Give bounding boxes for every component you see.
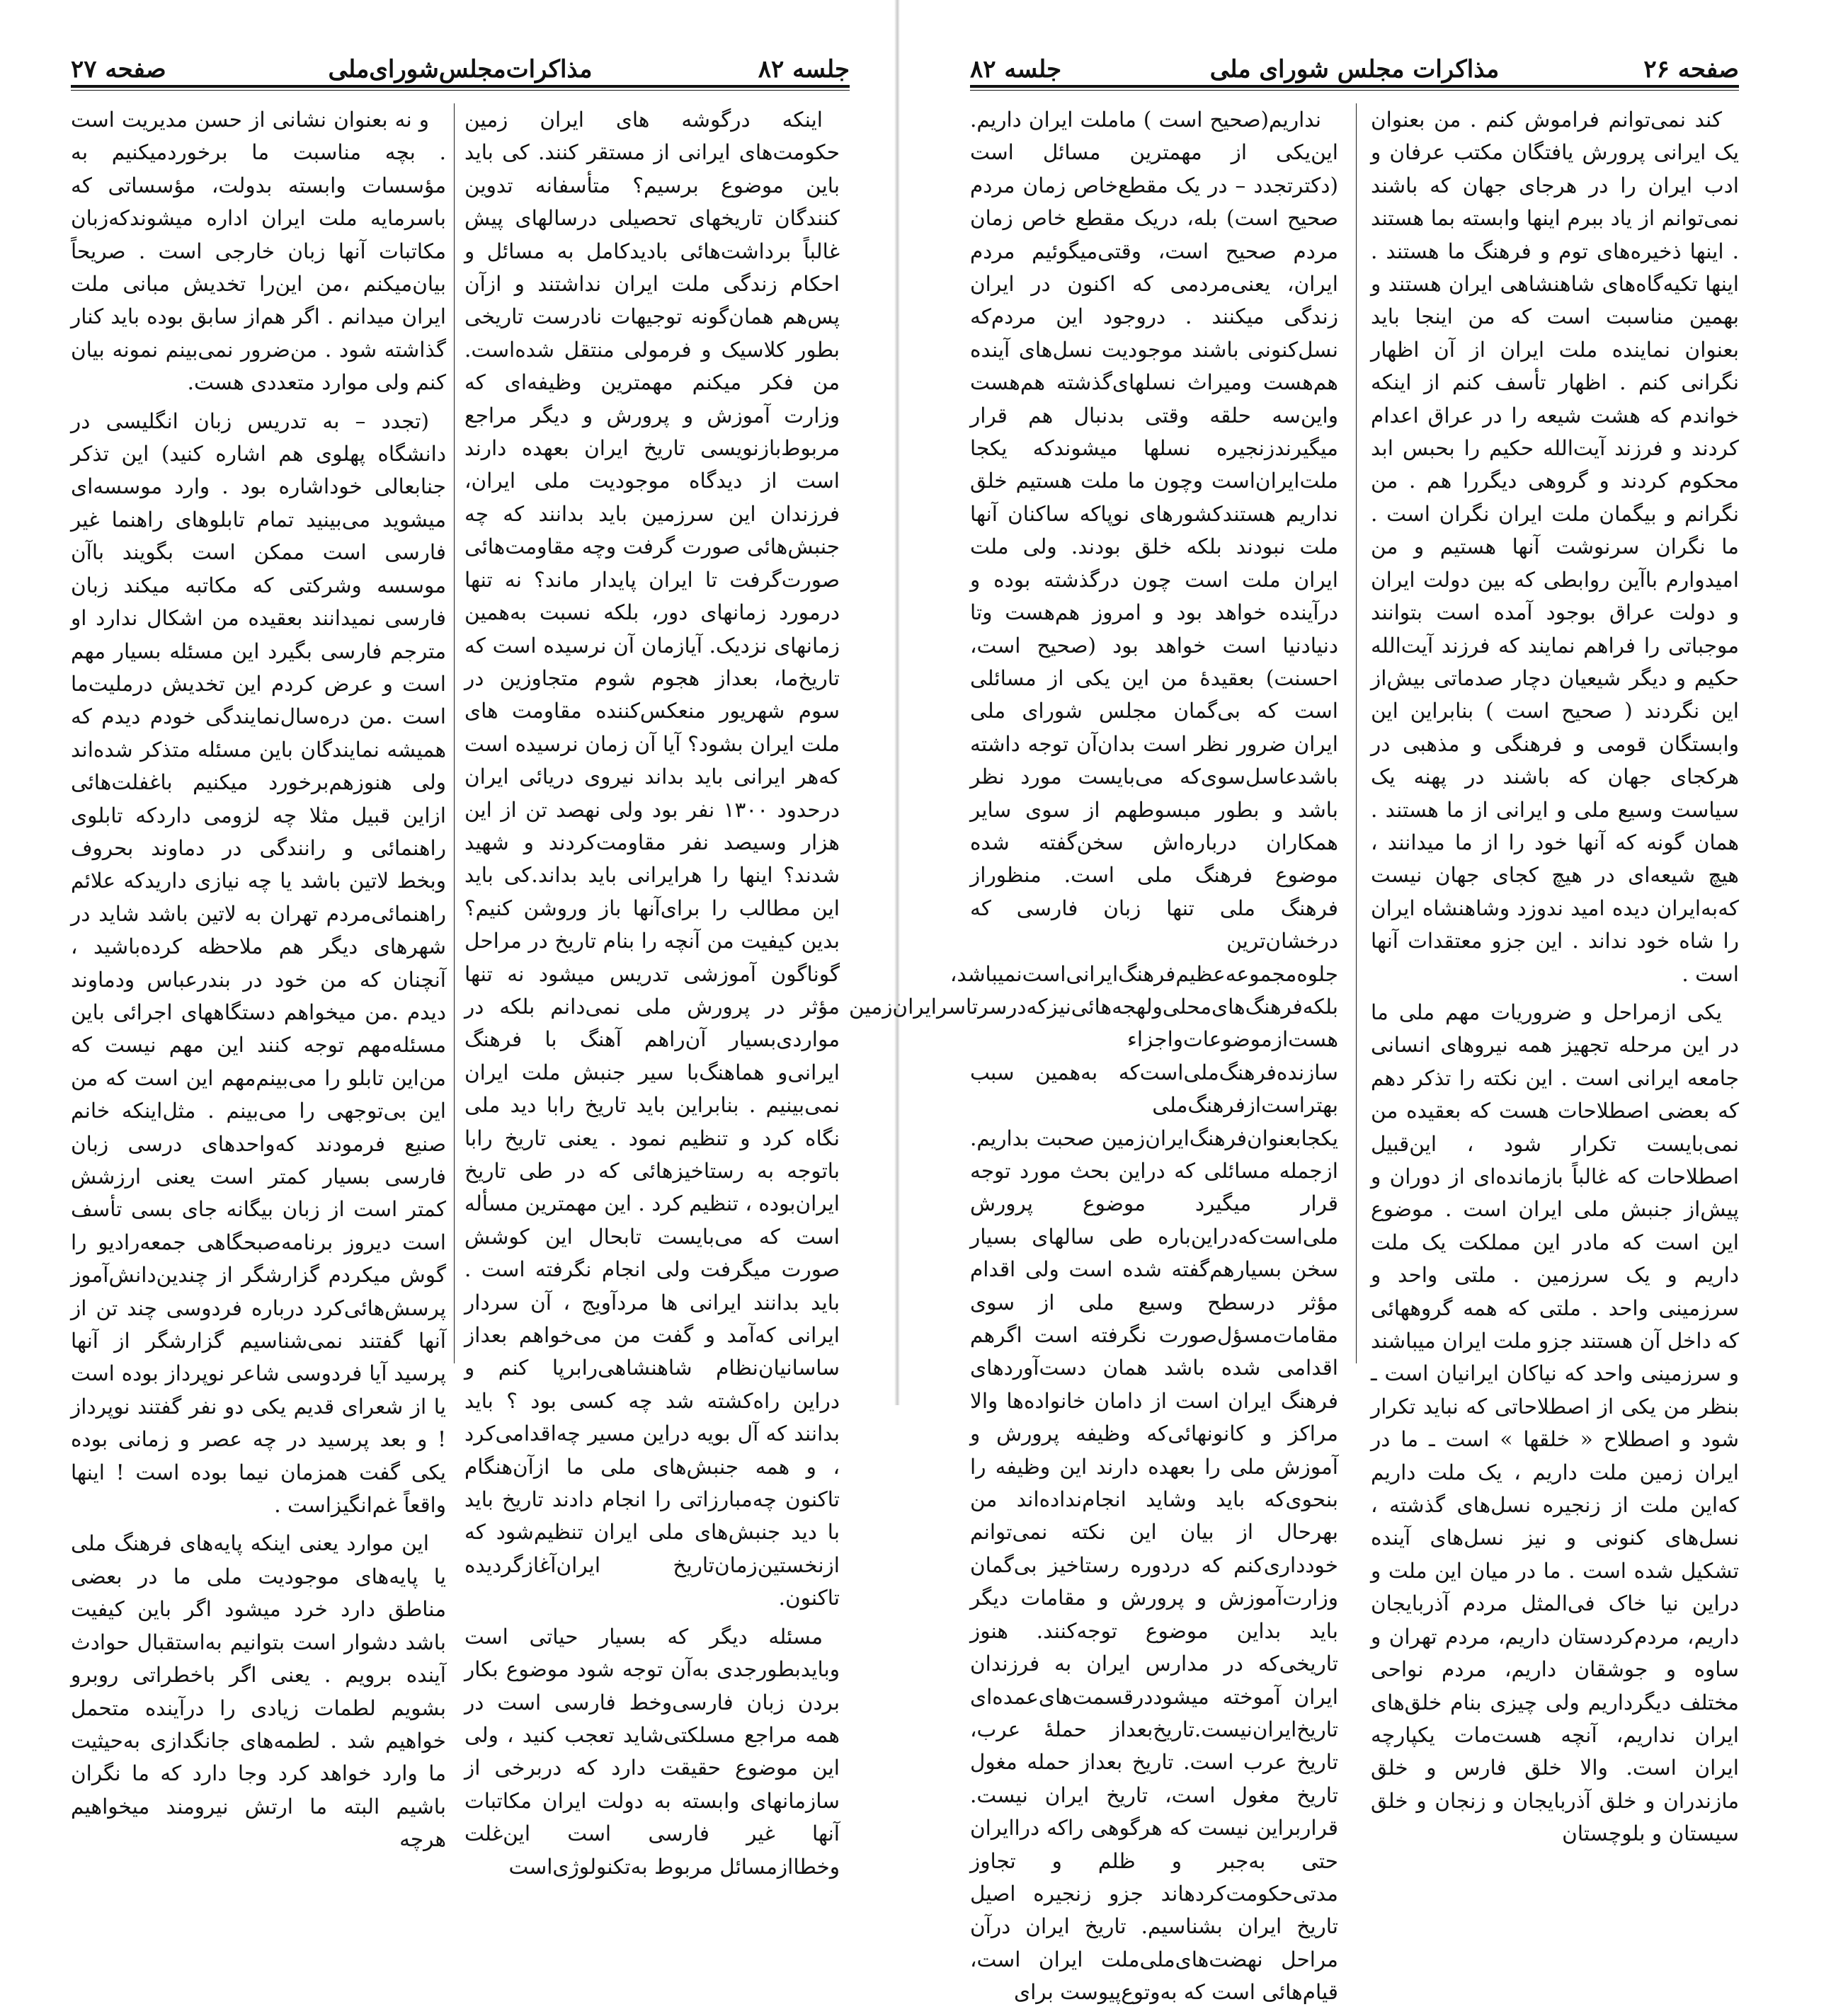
paragraph: یکی ازمراحل و ضروریات مهم ملی ما در این مرحله تجهیز همه نیروهای انسانی جامعه ایرانی است . این نکته را تذکر دهم که بعضی اصطلاحات هست که بعقیده من نمی‌بایست تکرار شود ، این‌قبیل اصطلاحات که غالباً بازمانده‌ای از دوران و پیش‌از جنبش ملی ایران است . موضوع این است که مادر این مملکت یک ملت داریم و یک سرزمین . ملتی واحد و سرزمینی واحد . ملتی که همه گروههائی که داخل آن هستند جزو ملت ایران میباشند و سرزمینی واحد که نیاکان ایرانیان است ـ بنظر من یکی از اصطلاحاتی که نباید تکرار شود و اصطلاح « خلقها » است ـ ما در ایران زمین ملت داریم ، یک ملت داریم که‌این ملت از زنجیره نسل‌های گذشته ، نسل‌های کنونی و نیز نسل‌های آینده تشکیل شده است . ما در میان این ملت و دراین نیا خاک فی‌المثل مردم آذربایجان داریم، مردم‌کردستان داریم، مردم تهران و ساوه و جوشقان داریم، مردم نواحی مختلف دیگرداریم ولی چیزی بنام خلق‌های ایران نداریم، آنچه هست‌مات یکپارچه ایران است. والا خلق فارس و خلق مازندران و خلق آذربایجان و زنجان و خلق سیستان و بلوچستان (1371, 1000, 1739, 1846)
page-number: صفحه ۲۷ (71, 55, 166, 84)
publication-title: مذاکرات مجلس شورای ملی (1209, 55, 1500, 84)
text-column-right (1371, 103, 1739, 1846)
paragraph: و نه بعنوان نشانی از حسن مدیریت است . بچه مناسبت ما برخوردمیکنیم به مؤسسات وابسته بدولت، مؤسساتی که باسرمایه ملت ایران اداره میشوندکه‌زبان مکاتبات آنها زبان خارجی است . صریحاً بیان‌میکنم ،من این‌را تخدیش مبانی ملت ایران میدانم . اگر هم‌از سابق بوده باید کنار گذاشته شود . من‌ضرور نمی‌بینم نمونه بیان کنم ولی موارد متعددی هست. (71, 108, 446, 395)
page-27 (71, 0, 949, 1879)
paragraph: کند نمی‌توانم فراموش کنم . من بعنوان یک ایرانی پرورش یافتگان مکتب عرفان و ادب ایران را در هرجای جهان که باشند نمی‌توانم از یاد ببرم اینها وابسته بما هستند . اینها ذخیره‌های توم و فرهنگ ما هستند . اینها تکیه‌گاه‌های شاهنشاهی ایران هستند و بهمین مناسبت است که من اینجا باید بعنوان نماینده ملت ایران از آن اظهار نگرانی کنم . اظهار تأسف کنم از اینکه خواندم که هشت شیعه را در عراق اعدام کردند و فرزند آیت‌الله حکیم را بحبس ابد محکوم کردند و گروهی دیگررا هم . من نگرانم و بیگمان ملت ایران نگران است . ما نگران سرنوشت آنها هستیم و من امیدوارم باآین روابطی که بین دولت ایران و دولت عراق بوجود آمده است بتوانند موجباتی را فراهم نمایند که فرزند آیت‌الله حکیم و دیگر شیعیان دچار صدماتی بیش‌از این نگردند ( صحیح است ) بنابراین این وابستگان قومی و فرهنگی و مذهبی در هرکجای جهان که باشند در پهنه یک سیاست وسیع ملی و ایرانی از ما هستند . همان گونه که آنها خود را از ما میدانند ، هیچ شیعه‌ای در هیچ کجای جهان نیست که‌به‌ایران دیده امید ندوزد وشاهنشاه ایران را شاه خود نداند . این جزو معتقدات آنها است . (1371, 108, 1739, 986)
text-column-left (849, 103, 1338, 2005)
header-rule (71, 85, 850, 91)
publication-title: مذاکرات‌مجلس‌شورای‌ملی (328, 55, 593, 84)
session-number: جلسه ۸۲ (758, 55, 850, 84)
page-number: صفحه ۲۶ (1643, 55, 1739, 84)
column-divider (1356, 103, 1357, 1363)
paragraph: اینکه درگوشه های ایران زمین حکومت‌های ایرانی از مستقر کنند. کی باید باین موضوع برسیم؟ متأسفانه تدوین کنندگان تاریخهای تحصیلی درسالهای پیش غالباً برداشت‌هائی بادیدکامل به مسائل و احکام زندگی ملت ایران نداشتند و ازآن پس‌هم همان‌گونه توجیهات نادرست تاریخی بطور کلاسیک و فرمولی منتقل شده‌است. من فکر میکنم مهمترین وظیفه‌ای که وزارت آموزش و پرورش و دیگر مراجع مربوط‌بازنویسی تاریخ ایران بعهده دارند است از دیدگاه موجودیت ملی ایران، فرزندان این سرزمین باید بدانند که چه جنبش‌هائی صورت گرفت وچه مقاومت‌هائی صورت‌گرفت تا ایران پایدار ماند؟ نه تنها درمورد زمانهای دور، بلکه نسبت به‌همین زمانهای نزدیک. آیازمان آن نرسیده است که تاریخ‌ما، بعداز هجوم شوم متجاوزین در سوم شهریور منعکس‌کننده مقاومت های ملت ایران بشود؟ آیا آن زمان نرسیده است که‌هر ایرانی باید بداند نیروی دریائی ایران درحدود ۱۳۰۰ نفر بود ولی نهصد تن از این هزار وسیصد نفر مقاومت‌کردند و شهید شدند؟ اینها را هرایرانی باید بداند.کی باید این مطالب را برای‌آنها باز وروشن کنیم؟ بدین کیفیت من آنچه را بنام تاریخ در مراحل گوناگون آموزشی تدریس میشود نه تنها مؤثر در پرورش ملی نمی‌دانم بلکه در مواردی‌بسیار آن‌راهم آهنگ با فرهنگ ایرانی‌و هماهنگ‌با سیر جنبش ملت ایران نمی‌بینیم . بنابراین باید تاریخ رابا دید ملی نگاه کرد و تنظیم نمود . یعنی تاریخ رابا باتوجه به رستاخیزهائی که در طی تاریخ ایران‌بوده ، تنظیم کرد . این مهمترین مسأله است که می‌بایست تابحال این کوشش صورت میگرفت ولی انجام نگرفته است . باید بدانند ایرانی ها مردآویج ، آن سردار ایرانی که‌آمد و گفت من می‌خواهم بعداز ساسانیان‌نظام شاهنشاهی‌رابرپا کنم و دراین راه‌کشته شد چه کسی بود ؟ باید بدانند که آل بویه دراین مسیر چه‌اقدامی‌کرد ، و همه جنبش‌های ملی ما ازآن‌هنگام تاکنون چه‌مبارزاتی را انجام دادند تاریخ باید با دید جنبش‌های ملی ایران تنظیم‌شود که ازنخستین‌زمان‌تاریخ ایران‌آغازگردیده تاکنون. (464, 108, 840, 1610)
paragraph: (تجدد – به تدریس زبان انگلیسی در دانشگاه پهلوی هم اشاره کنید) این تذکر جنابعالی خوداشاره بود . وارد موسسه‌ای میشوید می‌بینید تمام تابلوهای راهنما غیر فارسی است ممکن است بگویند باآن موسسه وشرکتی که مکاتبه میکند زبان فارسی نمیدانند بعقیده من اشکال ندارد او مترجم فارسی بگیرد این مسئله بسیار مهم است و عرض کردم این تخدیش درملیت‌ما است .من دره‌سال‌نمایندگی خودم دیدم که همیشه نمایندگان باین مسئله متذکر شده‌اند ولی هنوزهم‌برخورد میکنیم باغفلت‌هائی ازاین قبیل مثلا چه لزومی داردکه تابلوی راهنمائی و رانندگی در دماوند بحروف وبخط لاتین باشد یا چه نیازی داریدکه علائم راهنمائی‌مردم تهران به لاتین باشد شاید در شهرهای دیگر هم ملاحظه کرده‌باشید ، آنچنان که من خود در بندرعباس ودماوند دیدم .من میخواهم دستگاههای اجرائی باین مسئله‌مهم توجه کنند این مهم نیست که من‌این تابلو را می‌بینم‌مهم این است که من این بی‌توجهی را می‌بینم . مثل‌اینکه خانم صنیع فرمودند که‌واحدهای درسی زبان فارسی بسیار کمتر است یعنی ارزشش کمتر است از زبان بیگانه جای بسی تأسف است دیروز برنامه‌صبحگاهی جمعه‌رادیو را گوش میکردم گزارشگر از چندین‌دانش‌آموز پرسش‌هائی‌کرد درباره فردوسی چند تن از آنها گفتند نمی‌شناسیم گزارشگر از آنها پرسید آیا فردوسی شاعر نوپرداز بوده است یا از شعرای قدیم یکی دو نفر گفتند نوپرداز ! و بعد پرسید در چه عصر و زمانی بوده یکی گفت همزمان نیما بوده است ! اینها واقعاً غم‌انگیزاست . (71, 408, 446, 1518)
session-number: جلسه ۸۲ (970, 55, 1062, 84)
paragraph: این موارد یعنی اینکه پایه‌های فرهنگ ملی یا پایه‌های موجودیت ملی ما در بعضی مناطق دارد خرد میشود اگر باین کیفیت باشد دشوار است بتوانیم به‌استقبال حوادث آینده برویم . یعنی اگر باخطراتی روبرو بشویم لطمات زیادی را درآینده متحمل خواهیم شد . لطمه‌های جانگدازی به‌حیثیت ما وارد خواهد کرد وجا دارد که ما نگران باشیم البته ما ارتش نیرومند میخواهیم هرچه (71, 1531, 446, 1852)
page-26 (849, 0, 1848, 2005)
text-column-right (464, 103, 840, 1879)
header-rule (970, 85, 1739, 91)
paragraph: مسئله دیگر که بسیار حیاتی است وبایدبطورجدی به‌آن توجه شود موضوع بکار بردن زبان فارسی‌وخط فارسی است در همه مراجع مسلکتی‌شاید تعجب کنید ، ولی این موضوع حقیقت دارد که دربرخی از سازمانهای وابسته به دولت ایران مکاتبات آنها غیر فارسی است این‌غلت وخطاازمسائل مربوط به‌تکنولوژی‌است (464, 1624, 840, 1879)
paragraph: نداریم(صحیح است ) ماملت ایران داریم. این‌یکی از مهمترین مسائل است (دکترتجدد – در یک مقطع‌خاص زمان مردم صحیح است) بله، دریک مقطع خاص زمان مردم صحیح است، وقتی‌میگوئیم مردم ایران، یعنی‌مردمی که اکنون در ایران زندگی میکنند . دروجود این مردم‌که نسل‌کنونی باشند موجودیت نسل‌های آینده هم‌هست ومیراث نسلهای‌گذشته هم‌هست واین‌سه حلقه وقتی بدنبال هم قرار میگیرندزنجیره نسلها میشوندکه یکجا ملت‌ایران‌است وچون ما ملت هستیم خلق نداریم هستند‌کشورهای نوپاکه ساکنان آنها ملت نبودند بلکه خلق بودند. ولی ملت ایران ملت است چون درگذشته بوده و درآینده خواهد بود و امروز هم‌هست وتا دنیادنیا است خواهد بود (صحیح است، احسنت) بعقیده‌ٔ من این یکی از مسائلی است که بی‌گمان مجلس شورای ملی ایران ضرور نظر است بدان‌آن توجه داشته باشدعاسل‌سوی‌که می‌بایست مورد نظر باشد و بطور مبسوطهم از سوی سایر همکاران درباره‌اش سخن‌گفته شده موضوع فرهنگ ملی است. منظوراز فرهنگ ملی تنها زبان فارسی که درخشان‌ترین جلوه‌مجموعه‌عظیم‌فرهنگ‌ایرانی‌است‌نمیباشد، بلکه‌فرهنگ‌های‌محلی‌ولهجه‌هائی‌نیزکه‌درسرتاسرایران‌زمین هست‌ازموضوعات‌واجزاء سازنده‌فرهنگ‌ملی‌است‌که به‌همین سبب بهتراست‌ازفرهنگ‌ملی یکجا‌بعنوان‌فرهنگ‌ایران‌زمین صحبت بداریم. ازجمله مسائلی که دراین بحث مورد توجه قرار میگیرد موضوع پرورش ملی‌است‌که‌دراین‌باره طی سالهای بسیار سخن بسیارهم‌گفته شده است ولی اقدام مؤثر درسطح وسیع ملی از سوی مقامات‌مسؤل‌صورت نگرفته است اگرهم اقدامی شده باشد همان دست‌آوردهای فرهنگ ایران است از دامان خانواده‌ها والا مراکز و کانونهائی‌که وظیفه پرورش و آموزش ملی را بعهده دارند این وظیفه را بنحوی‌که باید وشاید انجام‌نداده‌اند من بهرحال از بیان این نکته نمی‌توانم خودداری‌کنم که دردوره رستاخیز بی‌گمان وزارت‌آموزش و پرورش و مقامات دیگر باید بداین موضوع توجه‌کنند. هنوز تاریخی‌که در مدارس ایران به فرزندان ایران آموخته میشوددرقسمت‌های‌عمده‌ای تاریخ‌ایران‌نیست.تاریخ‌بعداز حملهٔ عرب، تاریخ عرب است. تاریخ بعداز حمله مغول تاریخ مغول است، تاریخ ایران نیست. قراربراین نیست که هرگوهی راکه دراایران حتی به‌جبر و ظلم و تجاوز مدتی‌حکومت‌کردهاند جزو زنجیره اصیل تاریخ ایران بشناسیم. تاریخ ایران درآن مراحل نهضت‌های‌ملی‌ملت ایران است، قیام‌هائی است که به‌وتوع‌پیوست برای (849, 108, 1338, 2005)
text-column-left (71, 103, 446, 1852)
column-divider (454, 103, 455, 1363)
